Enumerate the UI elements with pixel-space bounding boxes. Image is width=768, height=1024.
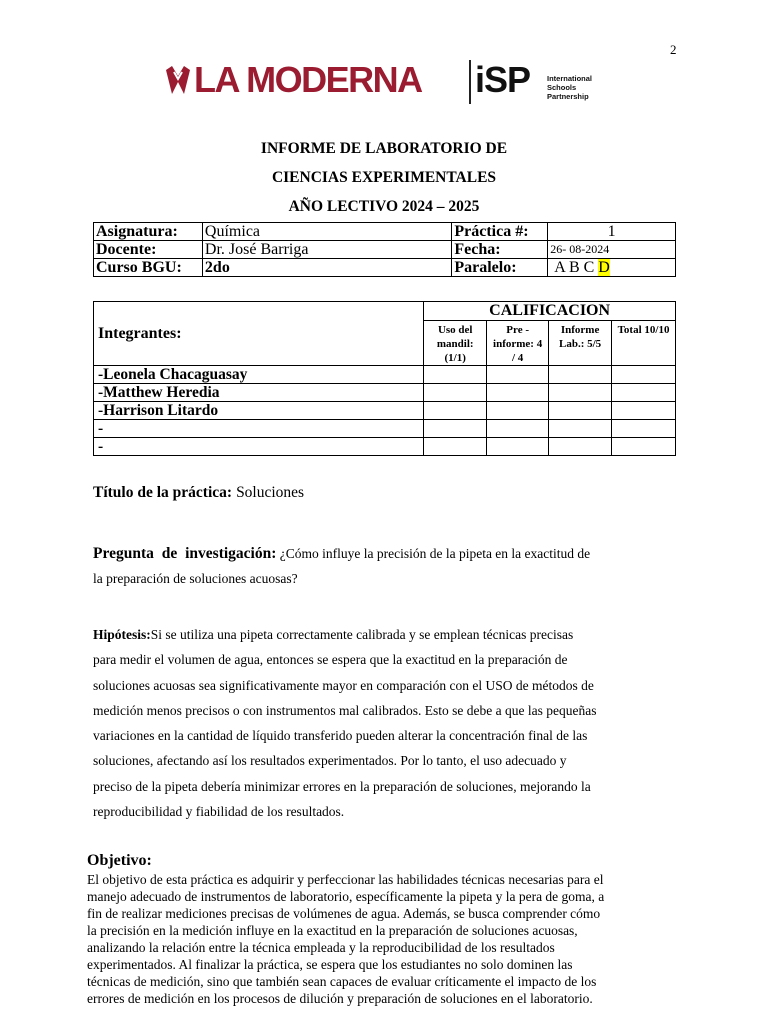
grade-cell xyxy=(612,366,676,384)
hypothesis-line: reproducibilidad y fiabilidad de los resultados. xyxy=(93,804,345,820)
table-row xyxy=(94,366,676,384)
grade-cell xyxy=(424,384,487,402)
hypothesis-label: Hipótesis: xyxy=(93,627,151,642)
course-value: 2do xyxy=(202,259,451,277)
grade-cell xyxy=(487,384,549,402)
practice-value: 1 xyxy=(548,223,676,241)
grade-column-header: Uso del mandil: (1/1) xyxy=(424,321,487,366)
date-value: 26- 08-2024 xyxy=(548,241,676,259)
la-moderna-emblem-icon xyxy=(164,64,192,98)
members-label: Integrantes: xyxy=(94,302,424,366)
hypothesis-line: variaciones en la cantidad de líquido transferido pueden alterar la concentración final de las xyxy=(93,728,588,744)
objective-text xyxy=(87,871,683,1007)
parallel-selected: D xyxy=(598,259,610,276)
objective-line: fin de realizar mediciones precisas de volúmenes de agua. Además, se busca comprender cómo xyxy=(87,906,601,921)
objective-line: manejo adecuado de instrumentos de laboratorio, específicamente la pipeta y la pera de goma, a xyxy=(87,889,605,904)
table-row xyxy=(94,420,676,438)
grade-cell xyxy=(549,402,612,420)
grade-cell xyxy=(612,402,676,420)
hypothesis-line: medición menos precisos o con instrumentos mal calibrados. Esto se debe a que las pequeñas xyxy=(93,702,597,718)
brand-name: LA MODERNA xyxy=(194,59,422,100)
grade-header: CALIFICACION xyxy=(424,302,676,321)
title-line: CIENCIAS EXPERIMENTALES xyxy=(271,169,497,186)
grade-cell xyxy=(612,420,676,438)
grade-cell xyxy=(612,438,676,456)
member-name: - xyxy=(94,438,424,456)
objective-line: El objetivo de esta práctica es adquirir y perfeccionar las habilidades técnicas necesarias para el xyxy=(87,872,604,887)
practice-title-value: Soluciones xyxy=(236,484,305,501)
objective-line: experimentados. Al finalizar la práctica, se espera que los estudiantes no solo dominen las xyxy=(87,957,573,972)
grade-column-header: Total 10/10 xyxy=(612,321,676,366)
objective-label: Objetivo: xyxy=(87,852,152,869)
info-table xyxy=(93,222,676,277)
grade-cell xyxy=(424,402,487,420)
table-row xyxy=(94,302,676,321)
practice-title-label: Título de la práctica: xyxy=(93,484,233,501)
grades-table xyxy=(93,301,676,456)
parallel-label: Paralelo: xyxy=(452,259,548,277)
table-row xyxy=(94,241,676,259)
subject-label: Asignatura: xyxy=(94,223,203,241)
grade-cell xyxy=(612,384,676,402)
objective-line: errores de medición en los procesos de dilución y preparación de soluciones en el laboratorio. xyxy=(87,991,593,1006)
research-question-line: la preparación de soluciones acuosas? xyxy=(93,571,298,587)
table-row xyxy=(94,259,676,277)
table-row xyxy=(94,384,676,402)
grade-cell xyxy=(424,438,487,456)
grade-cell xyxy=(487,402,549,420)
hypothesis-line: preciso de la pipeta debería minimizar errores en la preparación de soluciones, mejorando la xyxy=(93,778,591,794)
course-label: Curso BGU: xyxy=(94,259,203,277)
grade-cell xyxy=(549,420,612,438)
logo-divider xyxy=(469,60,471,104)
parallel-options: A B C xyxy=(554,259,595,276)
hypothesis-line: para medir el volumen de agua, entonces se espera que la exactitud en la preparación de xyxy=(93,652,568,668)
report-title xyxy=(0,134,768,221)
grade-cell xyxy=(549,384,612,402)
objective-line: técnicas de medición, sino que también sean capaces de evaluar críticamente el impacto de los xyxy=(87,974,597,989)
table-row xyxy=(94,402,676,420)
isp-sub-line: Schools xyxy=(547,83,577,92)
grade-cell xyxy=(424,366,487,384)
research-question-label: Pregunta de investigación: xyxy=(93,545,277,562)
practice-label: Práctica #: xyxy=(452,223,548,241)
grade-cell xyxy=(424,420,487,438)
grade-cell xyxy=(487,420,549,438)
member-name: -Leonela Chacaguasay xyxy=(94,366,424,384)
grade-cell xyxy=(549,366,612,384)
table-row xyxy=(94,438,676,456)
table-row xyxy=(94,223,676,241)
hypothesis-line: soluciones acuosas sea significativamente mayor en comparación con el USO de métodos de xyxy=(93,677,594,693)
practice-title-section xyxy=(93,484,683,502)
subject-value: Química xyxy=(202,223,451,241)
page-number: 2 xyxy=(670,42,677,57)
member-name: - xyxy=(94,420,424,438)
research-question-section xyxy=(93,541,683,592)
isp-subtitle xyxy=(547,74,592,101)
isp-sub-line: International xyxy=(547,74,593,83)
grade-column-header: Pre -informe: 4 / 4 xyxy=(487,321,549,366)
research-question-line: ¿Cómo influye la precisión de la pipeta en la exactitud de xyxy=(279,546,591,561)
member-name: -Matthew Heredia xyxy=(94,384,424,402)
hypothesis-section xyxy=(93,622,683,824)
title-line: INFORME DE LABORATORIO DE xyxy=(260,140,508,157)
parallel-value xyxy=(548,259,676,277)
hypothesis-line: soluciones, afectando así los resultados experimentados. Por lo tanto, el uso adecuado y xyxy=(93,753,567,769)
member-name: -Harrison Litardo xyxy=(94,402,424,420)
title-line: AÑO LECTIVO 2024 – 2025 xyxy=(288,198,480,215)
teacher-label: Docente: xyxy=(94,241,203,259)
grade-column-header: Informe Lab.: 5/5 xyxy=(549,321,612,366)
header-logos xyxy=(164,58,604,106)
hypothesis-line: Si se utiliza una pipeta correctamente calibrada y se emplean técnicas precisas xyxy=(150,627,574,642)
grade-cell xyxy=(487,366,549,384)
teacher-value: Dr. José Barriga xyxy=(202,241,451,259)
date-label: Fecha: xyxy=(452,241,548,259)
grade-cell xyxy=(487,438,549,456)
grade-cell xyxy=(549,438,612,456)
isp-logo: iSP xyxy=(475,59,531,100)
objective-line: la precisión en la medición influye en la exactitud en la preparación de soluciones acuosas, xyxy=(87,923,578,938)
isp-sub-line: Partnership xyxy=(547,92,589,101)
objective-line: analizando la relación entre la técnica empleada y la reproducibilidad de los resultados xyxy=(87,940,555,955)
